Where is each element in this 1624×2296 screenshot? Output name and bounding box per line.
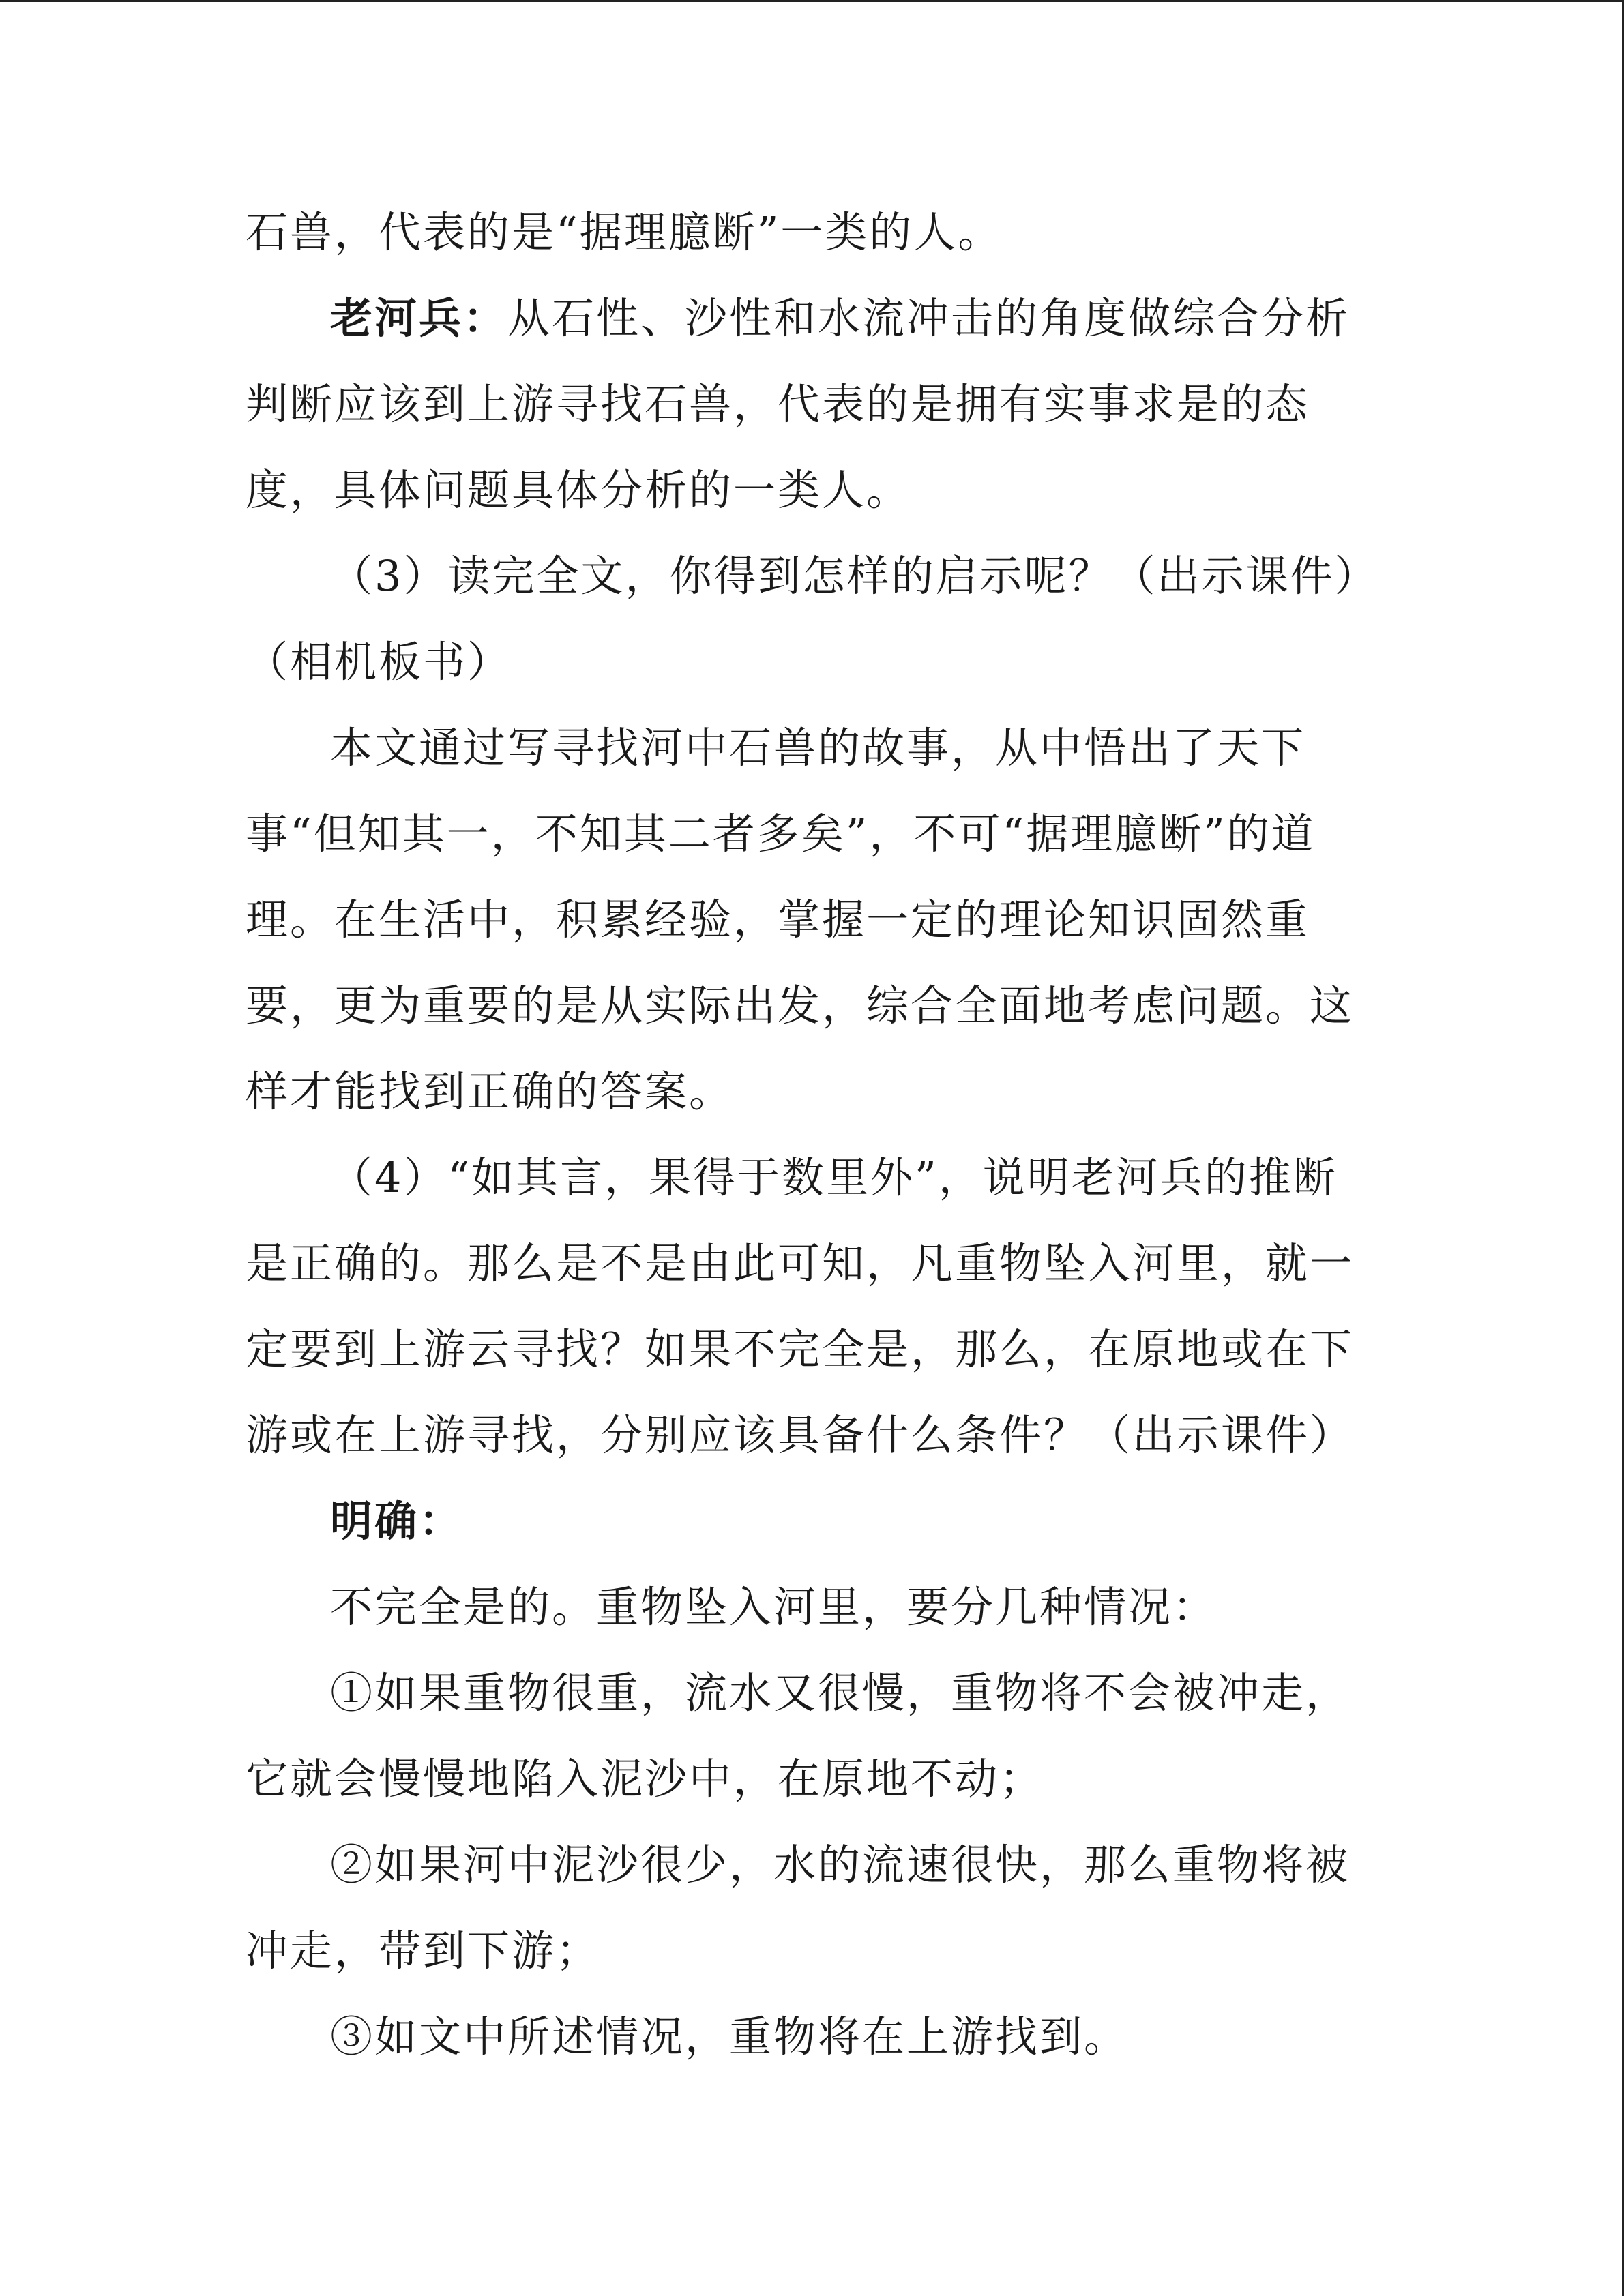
paragraph-old-river-soldier — [246, 275, 1371, 533]
label-clarification: 明确： — [330, 1496, 464, 1546]
paragraph-situation-1: ①如果重物很重，流水又很慢，重物将不会被冲走，它就会慢慢地陷入泥沙中，在原地不动； — [246, 1668, 1350, 1804]
paragraph-situation-3: ③如文中所述情况，重物将在上游找到。 — [330, 2012, 1129, 2061]
text-old-river-soldier: 从石性、沙性和水流冲击的角度做综合分析判断应该到上游寻找石兽，代表的是拥有实事求是的态度，具体问题具体分析的一类人。 — [246, 293, 1350, 515]
paragraph-question-3: （3）读完全文，你得到怎样的启示呢？（出示课件）（相机板书） — [246, 551, 1358, 687]
document-body — [246, 190, 1371, 2080]
paragraph-situation-2: ②如果河中泥沙很少，水的流速很快，那么重物将被冲走，带到下游； — [246, 1840, 1350, 1976]
paragraph-situations-intro: 不完全是的。重物坠入河里，要分几种情况： — [330, 1582, 1217, 1632]
paragraph-stone-beast-summary: 石兽，代表的是“据理臆断”一类的人。 — [246, 207, 1003, 257]
label-old-river-soldier: 老河兵： — [330, 293, 508, 343]
paragraph-question-4: （4）“如其言，果得于数里外”，说明老河兵的推断是正确的。那么是不是由此可知，凡重物坠入河里，就一定要到上游云寻找？如果不完全是，那么，在原地或在下游或在上游寻找，分别应该具备什么条件？（出示课件） — [246, 1152, 1355, 1460]
page-top-border — [0, 0, 1624, 2]
paragraph-revelation: 本文通过写寻找河中石兽的故事，从中悟出了天下事“但知其一，不知其二者多矣”，不可“据理臆断”的道理。在生活中，积累经验，掌握一定的理论知识固然重要，更为重要的是从实际出发，综合全面地考虑问题。这样才能找到正确的答案。 — [246, 723, 1355, 1116]
